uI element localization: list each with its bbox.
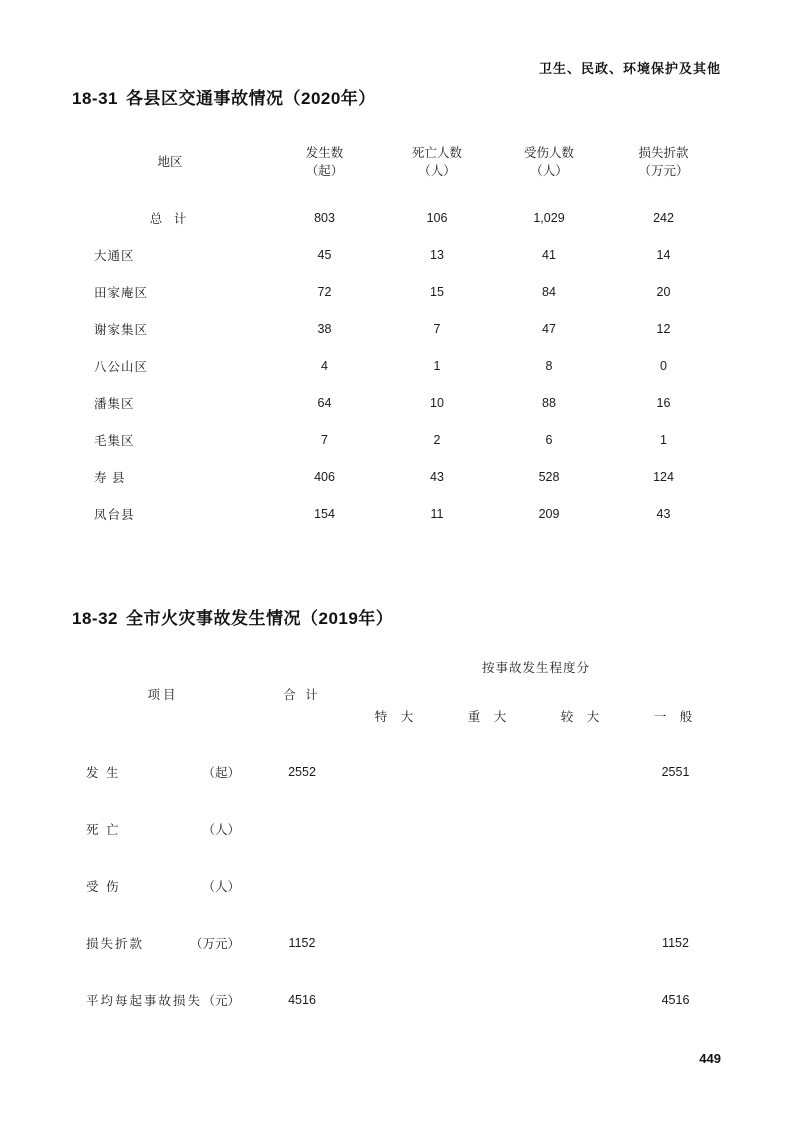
cell-deaths: 7 (433, 321, 441, 336)
cell-general: 1152 (662, 935, 689, 950)
cell-occurrences: 72 (317, 284, 332, 299)
cell-large (443, 743, 536, 800)
cell-region: 大通区 (94, 248, 135, 263)
table-header-row-top (72, 645, 722, 689)
header-line2: （人） (530, 164, 568, 178)
row-unit: （起） (202, 765, 240, 780)
header-cell-total: 合 计 (283, 688, 321, 702)
header-line1: 损失折款 (638, 145, 689, 160)
cell-deaths: 11 (430, 506, 444, 521)
cell-general (629, 800, 722, 857)
header-line2: （人） (418, 164, 456, 178)
cell-region: 八公山区 (94, 359, 149, 374)
cell-occurrences: 38 (317, 321, 332, 336)
cell-general (629, 857, 722, 914)
cell-injuries: 88 (542, 395, 556, 410)
header-line2: （起） (305, 164, 344, 178)
cell-major (536, 857, 629, 914)
cell-occurrences: 64 (317, 395, 332, 410)
cell-major (536, 800, 629, 857)
table-title-text-18-32: 全市火灾事故发生情况（2019年） (125, 609, 394, 628)
row-unit: （人） (202, 879, 240, 894)
table-number-18-31: 18-31 (72, 89, 118, 108)
row-label: 发 生 (86, 765, 121, 780)
cell-loss: 14 (656, 247, 671, 262)
cell-loss: 1 (660, 432, 667, 447)
cell-loss: 43 (656, 506, 671, 521)
header-line2: （万元） (638, 164, 689, 178)
cell-total (254, 857, 350, 914)
cell-deaths: 15 (430, 284, 444, 299)
table-header-row (72, 125, 722, 199)
cell-injuries: 8 (545, 358, 553, 373)
row-unit: （人） (202, 822, 240, 837)
cell-extra-large (350, 971, 443, 1028)
header-line1: 受伤人数 (523, 145, 574, 160)
table-row (72, 914, 722, 971)
cell-region: 毛集区 (94, 433, 135, 448)
header-cell-deaths (381, 125, 493, 199)
cell-major (536, 743, 629, 800)
header-cell-loss (605, 125, 722, 199)
cell-item-label (72, 743, 254, 800)
table-block-18-31 (72, 84, 722, 532)
header-cell-region: 地区 (157, 154, 183, 169)
table-row (72, 421, 722, 458)
table-row (72, 800, 722, 857)
table-row (72, 347, 722, 384)
cell-extra-large (350, 857, 443, 914)
cell-total: 2552 (288, 764, 316, 779)
table-block-18-32 (72, 604, 722, 1028)
table-title-18-31 (72, 84, 722, 109)
cell-extra-large (350, 914, 443, 971)
header-cell-large: 重 大 (467, 710, 512, 724)
cell-region: 凤台县 (94, 507, 135, 522)
cell-injuries: 84 (542, 284, 556, 299)
row-unit: （万元） (189, 936, 240, 951)
cell-item-label (72, 971, 254, 1028)
cell-loss: 0 (660, 358, 667, 373)
header-cell-extra-large: 特 大 (374, 710, 419, 724)
cell-deaths: 1 (433, 358, 441, 373)
cell-region: 谢家集区 (94, 322, 149, 337)
table-title-18-32 (72, 604, 722, 629)
cell-deaths: 10 (430, 395, 444, 410)
cell-loss: 20 (656, 284, 671, 299)
cell-deaths: 106 (426, 210, 448, 225)
cell-large (443, 800, 536, 857)
table-row (72, 273, 722, 310)
cell-occurrences: 4 (321, 358, 328, 373)
cell-loss: 124 (653, 469, 674, 484)
row-label: 损失折款 (86, 936, 145, 951)
table-18-31 (72, 125, 722, 532)
cell-deaths: 43 (430, 469, 444, 484)
cell-region: 总 计 (149, 211, 191, 226)
table-row-total (72, 199, 722, 236)
cell-injuries: 528 (538, 469, 560, 484)
header-cell-injuries (493, 125, 605, 199)
cell-extra-large (350, 743, 443, 800)
cell-deaths: 2 (433, 432, 441, 447)
cell-occurrences: 45 (317, 247, 332, 262)
header-line1: 发生数 (305, 145, 344, 160)
cell-loss: 16 (656, 395, 671, 410)
cell-occurrences: 154 (314, 506, 335, 521)
header-cell-item: 项目 (147, 688, 179, 702)
cell-general: 4516 (661, 992, 690, 1007)
cell-injuries: 209 (538, 506, 560, 521)
cell-loss: 242 (653, 210, 674, 225)
page-number: 449 (699, 1051, 721, 1066)
cell-injuries: 1,029 (533, 210, 565, 225)
table-row (72, 971, 722, 1028)
cell-loss: 12 (656, 321, 671, 336)
table-row (72, 310, 722, 347)
table-row (72, 743, 722, 800)
cell-large (443, 857, 536, 914)
cell-region: 田家庵区 (94, 285, 149, 300)
header-cell-general: 一 般 (653, 710, 698, 724)
cell-injuries: 6 (545, 432, 553, 447)
cell-region: 潘集区 (94, 396, 135, 411)
header-cell-occurrences (268, 125, 381, 199)
table-row (72, 236, 722, 273)
cell-total: 4516 (288, 992, 316, 1007)
header-cell-major: 较 大 (560, 710, 605, 724)
cell-deaths: 13 (430, 247, 444, 262)
row-label: 平均每起事故损失 (86, 993, 203, 1008)
header-line1: 死亡人数 (411, 145, 462, 160)
cell-large (443, 914, 536, 971)
table-number-18-32: 18-32 (72, 609, 118, 628)
table-row (72, 495, 722, 532)
cell-item-label (72, 800, 254, 857)
cell-major (536, 914, 629, 971)
cell-injuries: 41 (542, 247, 556, 262)
table-title-text-18-31: 各县区交通事故情况（2020年） (125, 89, 376, 108)
cell-total (254, 800, 350, 857)
table-18-32 (72, 645, 722, 1028)
table-row (72, 458, 722, 495)
cell-occurrences: 7 (321, 432, 328, 447)
cell-extra-large (350, 800, 443, 857)
cell-region: 寿 县 (94, 470, 126, 485)
row-label: 受 伤 (86, 879, 121, 894)
cell-item-label (72, 914, 254, 971)
row-label: 死 亡 (86, 822, 121, 837)
cell-major (536, 971, 629, 1028)
cell-occurrences: 803 (314, 210, 335, 225)
row-unit: （元） (202, 993, 240, 1008)
cell-item-label (72, 857, 254, 914)
cell-occurrences: 406 (314, 469, 335, 484)
table-row (72, 384, 722, 421)
cell-general: 2551 (661, 764, 690, 779)
header-cell-severity-group: 按事故发生程度分 (481, 661, 590, 675)
table-row (72, 857, 722, 914)
cell-large (443, 971, 536, 1028)
cell-total: 1152 (288, 935, 316, 950)
running-head: 卫生、民政、环境保护及其他 (538, 61, 721, 76)
cell-injuries: 47 (542, 321, 556, 336)
